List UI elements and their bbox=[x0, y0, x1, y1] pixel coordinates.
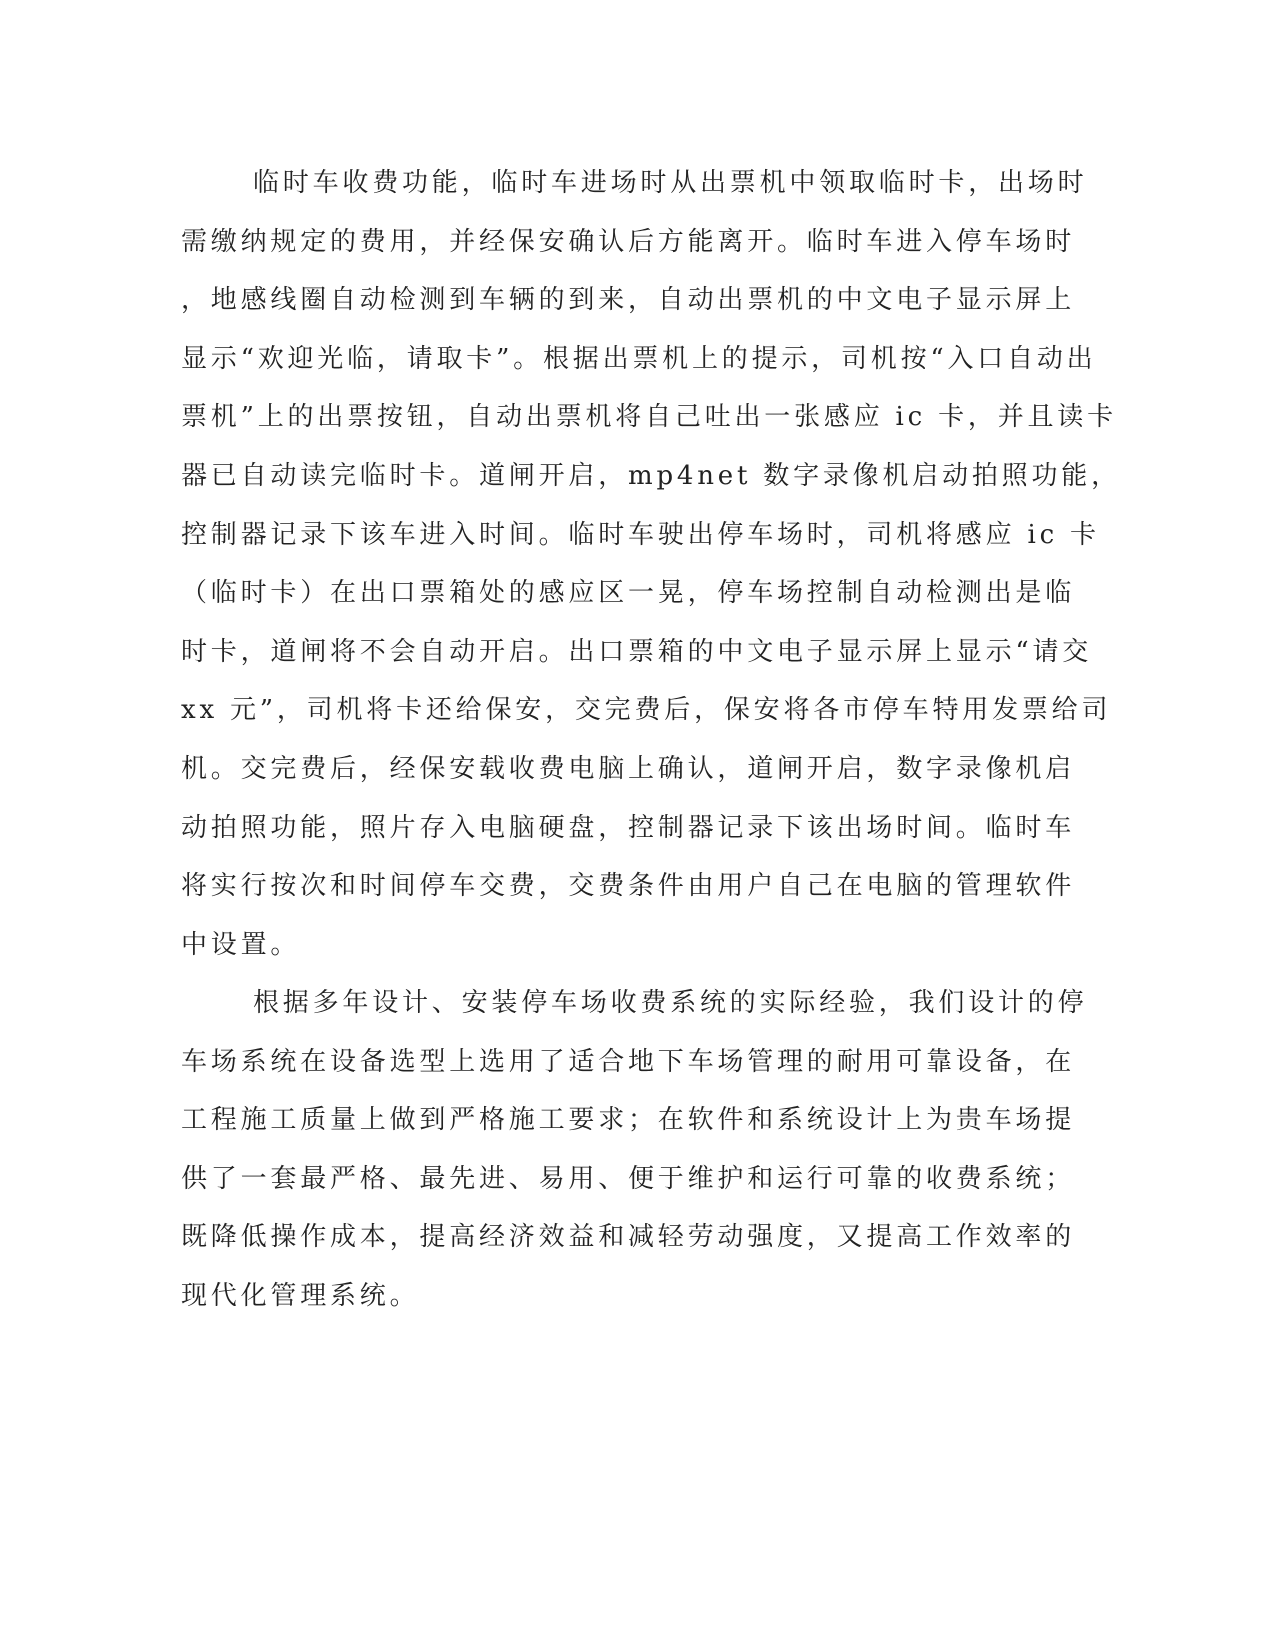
paragraph-line: xx 元”，司机将卡还给保安，交完费后，保安将各市停车特用发票给司 bbox=[181, 695, 1112, 726]
paragraph-line: （临时卡）在出口票箱处的感应区一晃，停车场控制自动检测出是临 bbox=[181, 578, 1076, 609]
paragraph-line: 将实行按次和时间停车交费，交费条件由用户自己在电脑的管理软件 bbox=[181, 871, 1076, 902]
paragraph-system-design-experience bbox=[181, 974, 1088, 1326]
paragraph-line: 中设置。 bbox=[181, 929, 301, 960]
paragraph-line: 根据多年设计、安装停车场收费系统的实际经验，我们设计的停 bbox=[253, 988, 1088, 1018]
paragraph-line: 临时车收费功能，临时车进场时从出票机中领取临时卡，出场时 bbox=[253, 168, 1088, 198]
paragraph-line: 工程施工质量上做到严格施工要求；在软件和系统设计上为贵车场提 bbox=[181, 1105, 1076, 1136]
paragraph-line: 既降低操作成本，提高经济效益和减轻劳动强度，又提高工作效率的 bbox=[181, 1222, 1076, 1253]
paragraph-temporary-vehicle-fees bbox=[181, 154, 1121, 974]
paragraph-line: 机。交完费后，经保安载收费电脑上确认，道闸开启，数字录像机启 bbox=[181, 753, 1076, 784]
paragraph-line: 显示“欢迎光临，请取卡”。根据出票机上的提示，司机按“入口自动出 bbox=[181, 343, 1097, 374]
paragraph-line: 动拍照功能，照片存入电脑硬盘，控制器记录下该出场时间。临时车 bbox=[181, 812, 1076, 843]
paragraph-line: 时卡，道闸将不会自动开启。出口票箱的中文电子显示屏上显示“请交 bbox=[181, 636, 1093, 667]
paragraph-line: 现代化管理系统。 bbox=[181, 1280, 420, 1311]
paragraph-line: 车场系统在设备选型上选用了适合地下车场管理的耐用可靠设备，在 bbox=[181, 1046, 1076, 1077]
paragraph-line: 票机”上的出票按钮，自动出票机将自己吐出一张感应 ic 卡，并且读卡 bbox=[181, 402, 1117, 433]
paragraph-line: 供了一套最严格、最先进、易用、便于维护和运行可靠的收费系统； bbox=[181, 1163, 1076, 1194]
paragraph-line: ，地感线圈自动检测到车辆的到来，自动出票机的中文电子显示屏上 bbox=[181, 285, 1076, 316]
paragraph-line: 需缴纳规定的费用，并经保安确认后方能离开。临时车进入停车场时 bbox=[181, 226, 1076, 257]
paragraph-line: 器已自动读完临时卡。道闸开启，mp4net 数字录像机启动拍照功能， bbox=[181, 460, 1121, 491]
paragraph-line: 控制器记录下该车进入时间。临时车驶出停车场时，司机将感应 ic 卡 bbox=[181, 519, 1100, 550]
